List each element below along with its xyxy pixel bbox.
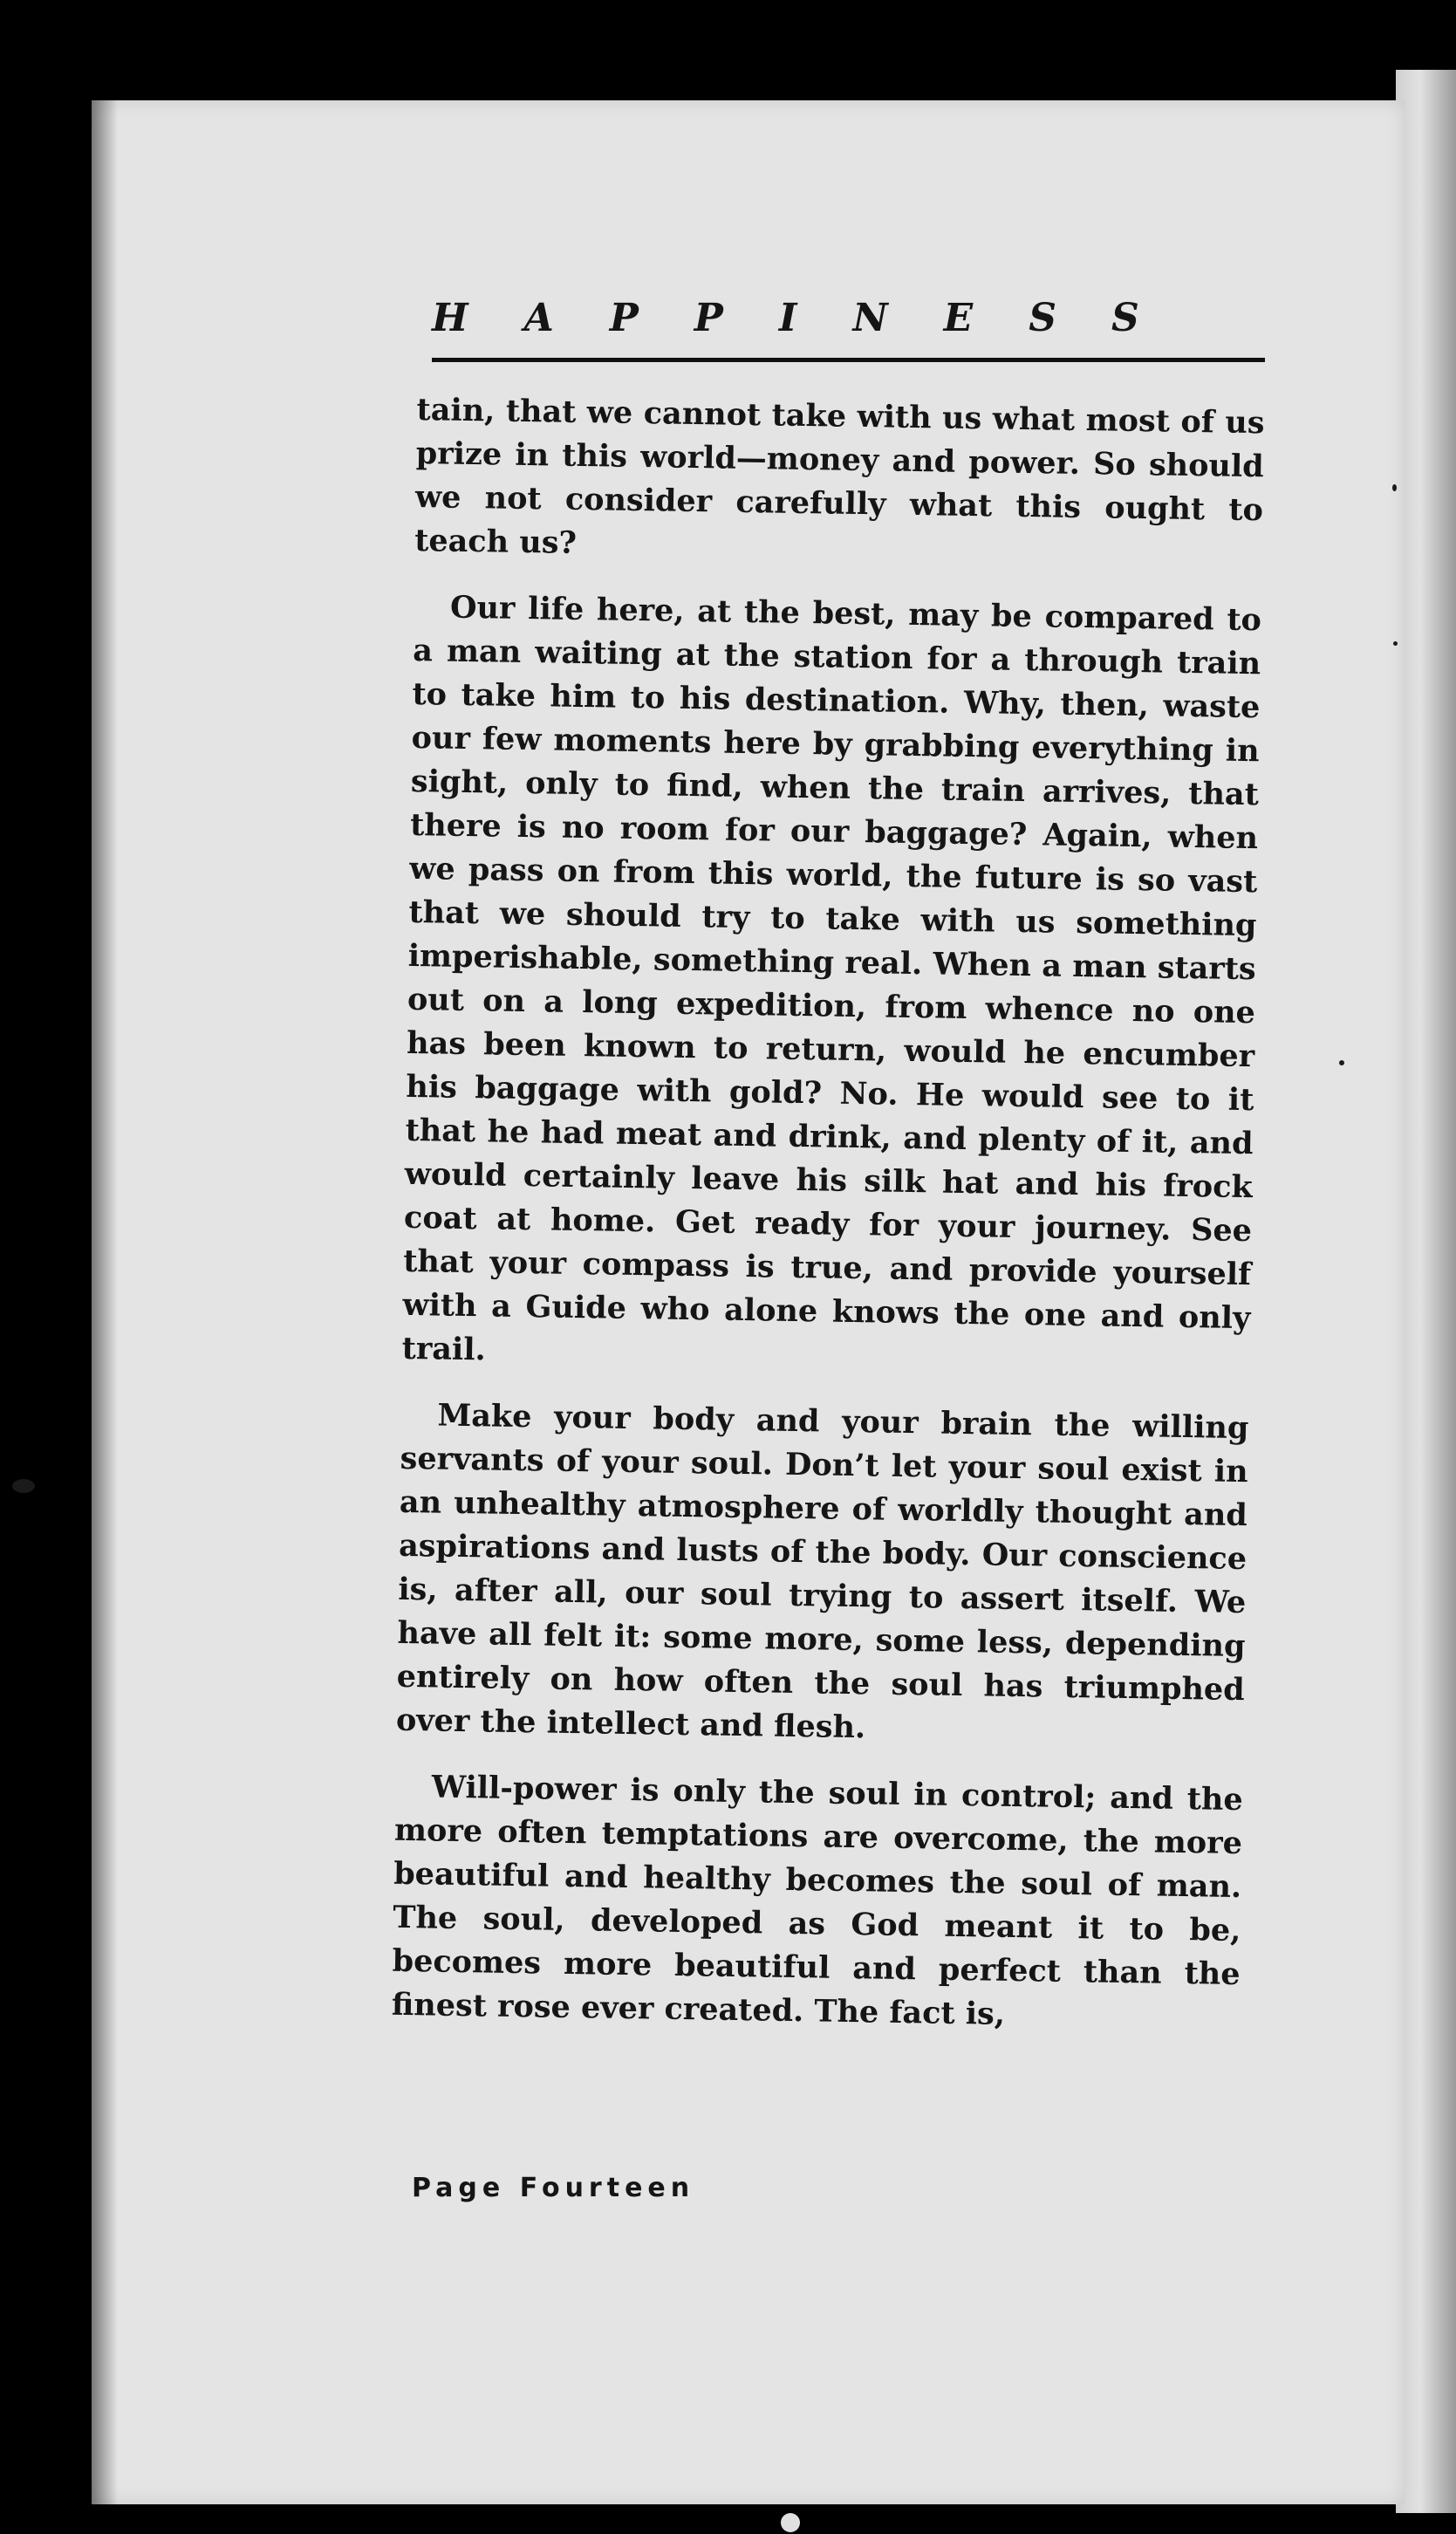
scan-blemish [781, 2513, 800, 2532]
running-header [432, 288, 1265, 362]
paragraph-continued: tain, that we cannot take with us what most of us prize in this world—money and power. So should we not consider carefully what this ought to teach us? [414, 391, 1265, 561]
scan-blemish [1393, 641, 1398, 646]
scan-blemish [1339, 1060, 1344, 1065]
adjacent-page-edge [1396, 70, 1456, 2513]
page-number-footer: Page Fourteen [412, 2173, 695, 2203]
page-body [391, 388, 1265, 2063]
running-title: HAPPINESS [432, 296, 1195, 340]
paragraph: Make your body and your brain the willing servants of your soul. Don’t let your soul exist in an unhealthy atmosphere of worldly thought and aspirations and lusts of the body. Our conscience is, after all, our soul trying to assert itself. We have all felt it: some more, some less, depending entirely on how often the soul has triumphed over the intellect and flesh. [395, 1397, 1249, 1746]
paragraph: Our life here, at the best, may be compared to a man waiting at the station for a through train to take him to his destination. Why, then, waste our few moments here by grabbing everything in sight, only to find, when the train arrives, that there is no room for our baggage? Again, when we pass on from this world, the future is so vast that we should try to take with us something imperishable, something real. When a man starts out on a long expedition, from whence no one has been known to return, would he encumber his baggage with gold? No. He would see to it that he had meat and drink, and plenty of it, and would certainly leave his silk hat and his frock coat at home. Get ready for your journey. See that your compass is true, and provide yourself with a Guide who alone knows the one and only trail. [401, 589, 1262, 1368]
scan-blemish [1392, 484, 1397, 491]
paragraph: Will-power is only the soul in control; and the more often temptations are overcome, the more beautiful and healthy becomes the soul of man. The soul, developed as God meant it to be, becomes more beautiful and perfect than the finest rose ever created. The fact is, [391, 1769, 1244, 2032]
scan-blemish [12, 1479, 35, 1493]
